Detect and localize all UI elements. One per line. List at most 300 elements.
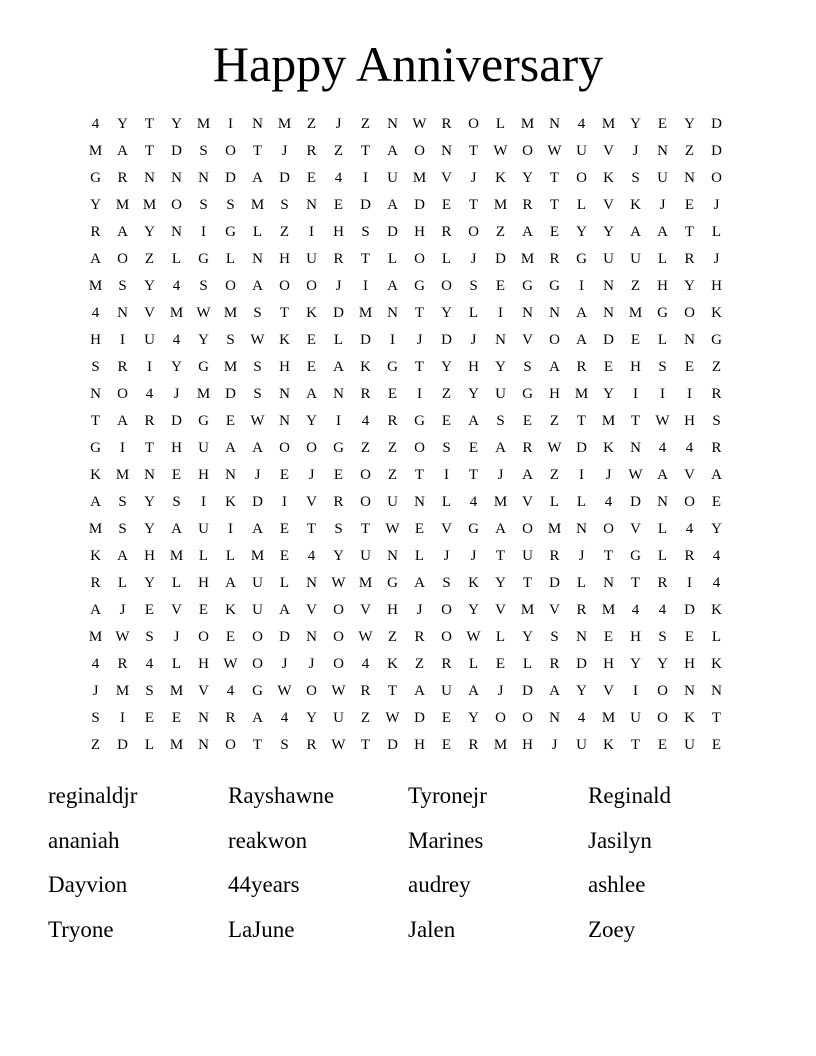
grid-letter: G bbox=[90, 440, 101, 456]
grid-letter: G bbox=[387, 359, 398, 375]
grid-letter: U bbox=[333, 710, 344, 726]
grid-letter: Y bbox=[711, 521, 722, 537]
grid-letter: R bbox=[684, 251, 695, 267]
grid-letter: U bbox=[387, 494, 398, 510]
grid-letter: I bbox=[120, 710, 125, 726]
grid-letter: J bbox=[578, 548, 585, 564]
grid-letter: J bbox=[659, 197, 666, 213]
grid-letter: V bbox=[441, 170, 452, 186]
grid-letter: I bbox=[687, 386, 692, 402]
grid-letter: N bbox=[306, 197, 317, 213]
grid-letter: 4 bbox=[307, 548, 316, 564]
grid-letter: N bbox=[549, 710, 560, 726]
grid-letter: R bbox=[549, 251, 560, 267]
grid-letter: E bbox=[603, 359, 614, 375]
grid-letter: E bbox=[171, 467, 182, 483]
grid-letter: M bbox=[115, 683, 130, 699]
grid-letter: N bbox=[279, 386, 290, 402]
grid-letter: N bbox=[171, 224, 182, 240]
grid-letter: K bbox=[684, 710, 695, 726]
grid-letter: E bbox=[684, 629, 695, 645]
grid-letter: T bbox=[279, 305, 290, 321]
grid-letter: W bbox=[358, 629, 373, 645]
grid-letter: V bbox=[684, 467, 695, 483]
grid-letter: H bbox=[144, 548, 155, 564]
grid-letter: L bbox=[171, 575, 182, 591]
grid-letter: T bbox=[144, 116, 155, 132]
word-list-item: LaJune bbox=[228, 916, 295, 942]
grid-letter: N bbox=[441, 143, 452, 159]
grid-letter: Y bbox=[630, 116, 641, 132]
grid-letter: 4 bbox=[577, 710, 586, 726]
grid-letter: K bbox=[603, 170, 614, 186]
grid-letter: N bbox=[306, 575, 317, 591]
grid-letter: H bbox=[468, 359, 479, 375]
grid-letter: I bbox=[417, 386, 422, 402]
grid-letter: R bbox=[225, 710, 236, 726]
word-list-item: Rayshawne bbox=[228, 783, 335, 808]
grid-letter: N bbox=[495, 332, 506, 348]
grid-letter: Y bbox=[522, 170, 533, 186]
grid-letter: T bbox=[360, 521, 371, 537]
grid-letter: 4 bbox=[145, 656, 154, 672]
grid-letter: 4 bbox=[577, 116, 586, 132]
grid-letter: T bbox=[576, 413, 587, 429]
grid-letter: O bbox=[549, 332, 560, 348]
grid-letter: J bbox=[443, 548, 450, 564]
grid-letter: L bbox=[657, 332, 668, 348]
grid-letter: M bbox=[196, 116, 211, 132]
grid-letter: A bbox=[333, 359, 344, 375]
grid-letter: W bbox=[250, 332, 265, 348]
grid-letter: A bbox=[279, 602, 290, 618]
grid-letter: N bbox=[306, 629, 317, 645]
grid-letter: A bbox=[90, 494, 101, 510]
grid-letter: Y bbox=[144, 278, 155, 294]
grid-letter: E bbox=[495, 278, 506, 294]
grid-letter: O bbox=[333, 656, 344, 672]
grid-letter: M bbox=[358, 305, 373, 321]
grid-letter: E bbox=[306, 332, 317, 348]
page-title: Happy Anniversary bbox=[212, 36, 604, 92]
grid-letter: L bbox=[657, 251, 668, 267]
grid-letter: D bbox=[495, 251, 506, 267]
grid-letter: O bbox=[414, 440, 425, 456]
grid-letter: Z bbox=[387, 440, 398, 456]
grid-letter: J bbox=[605, 467, 612, 483]
grid-letter: L bbox=[711, 629, 722, 645]
grid-letter: E bbox=[306, 170, 317, 186]
grid-letter: E bbox=[468, 440, 479, 456]
grid-letter: E bbox=[225, 413, 236, 429]
grid-letter: L bbox=[522, 656, 533, 672]
grid-letter: I bbox=[498, 305, 503, 321]
grid-letter: S bbox=[361, 224, 370, 240]
grid-letter: S bbox=[658, 629, 667, 645]
grid-letter: A bbox=[468, 413, 479, 429]
grid-letter: S bbox=[118, 278, 127, 294]
grid-letter: D bbox=[225, 386, 236, 402]
grid-letter: M bbox=[88, 521, 103, 537]
grid-letter: Y bbox=[333, 548, 344, 564]
grid-letter: D bbox=[576, 656, 587, 672]
grid-letter: D bbox=[549, 575, 560, 591]
grid-letter: H bbox=[333, 224, 344, 240]
grid-letter: 4 bbox=[685, 440, 694, 456]
grid-letter: K bbox=[225, 602, 236, 618]
grid-letter: E bbox=[522, 413, 533, 429]
grid-letter: W bbox=[493, 143, 508, 159]
grid-letter: Y bbox=[495, 575, 506, 591]
grid-letter: Z bbox=[549, 467, 560, 483]
grid-letter: M bbox=[115, 467, 130, 483]
grid-letter: M bbox=[223, 359, 238, 375]
grid-letter: M bbox=[169, 305, 184, 321]
grid-letter: E bbox=[630, 332, 641, 348]
grid-letter: V bbox=[198, 683, 209, 699]
grid-letter: Z bbox=[387, 467, 398, 483]
grid-letter: K bbox=[495, 170, 506, 186]
grid-letter: D bbox=[225, 170, 236, 186]
grid-letter: U bbox=[360, 548, 371, 564]
grid-letter: N bbox=[387, 548, 398, 564]
grid-letter: E bbox=[684, 197, 695, 213]
grid-letter: E bbox=[495, 656, 506, 672]
grid-letter: U bbox=[387, 170, 398, 186]
grid-letter: K bbox=[90, 548, 101, 564]
grid-letter: H bbox=[630, 629, 641, 645]
grid-letter: L bbox=[549, 494, 560, 510]
grid-letter: G bbox=[630, 548, 641, 564]
grid-letter: L bbox=[657, 548, 668, 564]
grid-letter: S bbox=[712, 413, 721, 429]
grid-letter: W bbox=[547, 143, 562, 159]
grid-letter: E bbox=[306, 359, 317, 375]
grid-letter: T bbox=[360, 737, 371, 753]
grid-letter: Y bbox=[468, 386, 479, 402]
grid-letter: Z bbox=[279, 224, 290, 240]
grid-letter: O bbox=[252, 656, 263, 672]
grid-letter: S bbox=[145, 683, 154, 699]
grid-letter: O bbox=[225, 143, 236, 159]
grid-letter: W bbox=[331, 683, 346, 699]
grid-letter: A bbox=[252, 521, 263, 537]
grid-letter: T bbox=[144, 440, 155, 456]
grid-letter: S bbox=[199, 143, 208, 159]
grid-letter: D bbox=[279, 629, 290, 645]
grid-letter: Z bbox=[360, 710, 371, 726]
grid-letter: V bbox=[522, 494, 533, 510]
grid-letter: M bbox=[547, 521, 562, 537]
grid-letter: O bbox=[684, 305, 695, 321]
word-list-item: Tyronejr bbox=[408, 783, 487, 808]
grid-letter: J bbox=[308, 467, 315, 483]
grid-letter: Z bbox=[441, 386, 452, 402]
grid-letter: K bbox=[279, 332, 290, 348]
grid-letter: M bbox=[169, 683, 184, 699]
grid-letter: L bbox=[711, 224, 722, 240]
grid-letter: M bbox=[520, 116, 535, 132]
grid-letter: I bbox=[147, 359, 152, 375]
grid-letter: K bbox=[90, 467, 101, 483]
word-list-item: Dayvion bbox=[48, 872, 128, 897]
grid-letter: U bbox=[198, 440, 209, 456]
grid-letter: G bbox=[387, 575, 398, 591]
grid-letter: S bbox=[334, 521, 343, 537]
grid-letter: J bbox=[497, 683, 504, 699]
grid-letter: U bbox=[630, 710, 641, 726]
grid-letter: A bbox=[171, 521, 182, 537]
grid-letter: U bbox=[684, 737, 695, 753]
grid-letter: J bbox=[416, 602, 423, 618]
grid-letter: A bbox=[495, 521, 506, 537]
grid-letter: I bbox=[579, 278, 584, 294]
word-list-item: ashlee bbox=[588, 872, 646, 897]
grid-letter: H bbox=[198, 656, 209, 672]
word-list-item: reakwon bbox=[228, 827, 308, 853]
grid-letter: K bbox=[387, 656, 398, 672]
grid-letter: O bbox=[522, 521, 533, 537]
grid-letter: S bbox=[496, 413, 505, 429]
grid-letter: G bbox=[468, 521, 479, 537]
word-list-item: Jalen bbox=[408, 916, 456, 942]
grid-letter: N bbox=[684, 332, 695, 348]
grid-letter: R bbox=[306, 143, 317, 159]
grid-letter: L bbox=[441, 494, 452, 510]
grid-letter: E bbox=[279, 521, 290, 537]
grid-letter: L bbox=[225, 548, 236, 564]
grid-letter: U bbox=[441, 683, 452, 699]
word-list-item: Reginald bbox=[588, 783, 672, 808]
grid-letter: N bbox=[144, 467, 155, 483]
grid-letter: M bbox=[574, 386, 589, 402]
grid-letter: V bbox=[144, 305, 155, 321]
grid-letter: J bbox=[281, 143, 288, 159]
grid-letter: A bbox=[387, 143, 398, 159]
grid-letter: I bbox=[201, 224, 206, 240]
grid-letter: A bbox=[711, 467, 722, 483]
grid-letter: V bbox=[306, 602, 317, 618]
grid-letter: A bbox=[549, 359, 560, 375]
grid-letter: N bbox=[711, 683, 722, 699]
grid-letter: A bbox=[576, 305, 587, 321]
grid-letter: N bbox=[630, 440, 641, 456]
grid-letter: E bbox=[225, 629, 236, 645]
grid-letter: 4 bbox=[172, 278, 181, 294]
grid-letter: S bbox=[172, 494, 181, 510]
grid-letter: N bbox=[387, 305, 398, 321]
grid-letter: L bbox=[495, 116, 506, 132]
grid-letter: L bbox=[225, 251, 236, 267]
grid-letter: G bbox=[657, 305, 668, 321]
grid-letter: L bbox=[576, 494, 587, 510]
grid-letter: M bbox=[169, 737, 184, 753]
grid-letter: T bbox=[414, 359, 425, 375]
grid-letter: R bbox=[144, 413, 155, 429]
grid-letter: D bbox=[333, 305, 344, 321]
grid-letter: H bbox=[198, 575, 209, 591]
grid-letter: R bbox=[441, 116, 452, 132]
grid-letter: M bbox=[88, 629, 103, 645]
grid-letter: L bbox=[252, 224, 263, 240]
grid-letter: I bbox=[228, 116, 233, 132]
grid-letter: H bbox=[630, 359, 641, 375]
grid-letter: N bbox=[333, 386, 344, 402]
grid-letter: D bbox=[684, 602, 695, 618]
grid-letter: L bbox=[657, 521, 668, 537]
grid-letter: D bbox=[576, 440, 587, 456]
grid-letter: Z bbox=[306, 116, 317, 132]
grid-letter: O bbox=[468, 116, 479, 132]
grid-letter: K bbox=[711, 602, 722, 618]
grid-letter: Y bbox=[306, 710, 317, 726]
grid-letter: R bbox=[333, 251, 344, 267]
grid-letter: O bbox=[441, 629, 452, 645]
grid-letter: M bbox=[601, 602, 616, 618]
grid-letter: R bbox=[117, 359, 128, 375]
grid-letter: J bbox=[335, 116, 342, 132]
grid-letter: L bbox=[468, 656, 479, 672]
grid-letter: R bbox=[117, 656, 128, 672]
grid-letter: O bbox=[360, 467, 371, 483]
grid-letter: H bbox=[657, 278, 668, 294]
grid-letter: H bbox=[684, 656, 695, 672]
word-search-grid bbox=[82, 111, 730, 759]
grid-letter: S bbox=[199, 197, 208, 213]
grid-letter: K bbox=[468, 575, 479, 591]
grid-letter: K bbox=[225, 494, 236, 510]
grid-letter: U bbox=[630, 251, 641, 267]
grid-letter: K bbox=[603, 737, 614, 753]
word-list-item: Tryone bbox=[48, 916, 114, 942]
grid-letter: A bbox=[414, 575, 425, 591]
grid-letter: A bbox=[387, 278, 398, 294]
grid-letter: A bbox=[252, 710, 263, 726]
grid-letter: M bbox=[520, 251, 535, 267]
grid-letter: T bbox=[414, 467, 425, 483]
grid-letter: V bbox=[495, 602, 506, 618]
grid-letter: T bbox=[549, 197, 560, 213]
grid-letter: Y bbox=[441, 359, 452, 375]
grid-letter: O bbox=[333, 629, 344, 645]
grid-letter: E bbox=[279, 548, 290, 564]
grid-letter: I bbox=[120, 440, 125, 456]
grid-letter: R bbox=[657, 575, 668, 591]
grid-letter: N bbox=[144, 170, 155, 186]
grid-letter: N bbox=[252, 251, 263, 267]
grid-letter: D bbox=[711, 143, 722, 159]
grid-letter: A bbox=[657, 467, 668, 483]
grid-letter: O bbox=[657, 710, 668, 726]
grid-letter: R bbox=[90, 575, 101, 591]
grid-letter: E bbox=[441, 737, 452, 753]
grid-letter: R bbox=[333, 494, 344, 510]
grid-letter: O bbox=[198, 629, 209, 645]
grid-letter: J bbox=[173, 386, 180, 402]
grid-letter: O bbox=[306, 278, 317, 294]
grid-letter: A bbox=[387, 197, 398, 213]
grid-letter: R bbox=[441, 224, 452, 240]
grid-letter: D bbox=[252, 494, 263, 510]
grid-letter: S bbox=[91, 359, 100, 375]
grid-letter: E bbox=[711, 737, 722, 753]
grid-letter: G bbox=[198, 413, 209, 429]
grid-letter: W bbox=[331, 737, 346, 753]
grid-letter: 4 bbox=[361, 656, 370, 672]
grid-letter: O bbox=[333, 602, 344, 618]
grid-letter: Y bbox=[603, 224, 614, 240]
grid-letter: Y bbox=[684, 116, 695, 132]
grid-letter: S bbox=[253, 386, 262, 402]
grid-letter: D bbox=[711, 116, 722, 132]
grid-letter: I bbox=[228, 521, 233, 537]
grid-letter: Y bbox=[441, 305, 452, 321]
grid-letter: T bbox=[468, 467, 479, 483]
grid-letter: 4 bbox=[712, 575, 721, 591]
grid-letter: Y bbox=[657, 656, 668, 672]
grid-letter: R bbox=[576, 602, 587, 618]
grid-letter: E bbox=[603, 629, 614, 645]
grid-letter: U bbox=[522, 548, 533, 564]
grid-letter: I bbox=[660, 386, 665, 402]
grid-letter: K bbox=[711, 656, 722, 672]
grid-letter: K bbox=[306, 305, 317, 321]
grid-letter: O bbox=[414, 143, 425, 159]
grid-letter: A bbox=[225, 440, 236, 456]
grid-letter: M bbox=[628, 305, 643, 321]
grid-letter: R bbox=[522, 440, 533, 456]
grid-letter: Y bbox=[603, 386, 614, 402]
grid-letter: Y bbox=[117, 116, 128, 132]
grid-letter: 4 bbox=[604, 494, 613, 510]
grid-letter: 4 bbox=[361, 413, 370, 429]
grid-letter: E bbox=[711, 494, 722, 510]
grid-letter: T bbox=[684, 224, 695, 240]
grid-letter: G bbox=[522, 278, 533, 294]
grid-letter: 4 bbox=[91, 656, 100, 672]
grid-letter: G bbox=[198, 251, 209, 267]
grid-letter: A bbox=[117, 143, 128, 159]
grid-letter: U bbox=[576, 737, 587, 753]
grid-letter: 4 bbox=[226, 683, 235, 699]
grid-letter: T bbox=[414, 305, 425, 321]
grid-letter: Z bbox=[360, 116, 371, 132]
grid-letter: N bbox=[657, 143, 668, 159]
grid-letter: Z bbox=[333, 143, 344, 159]
grid-letter: Z bbox=[711, 359, 722, 375]
grid-letter: G bbox=[549, 278, 560, 294]
grid-letter: J bbox=[308, 656, 315, 672]
grid-letter: N bbox=[252, 116, 263, 132]
grid-letter: O bbox=[657, 683, 668, 699]
word-list-item: 44years bbox=[228, 872, 300, 897]
grid-letter: J bbox=[470, 251, 477, 267]
grid-letter: T bbox=[387, 683, 398, 699]
grid-letter: Y bbox=[468, 710, 479, 726]
grid-letter: D bbox=[441, 332, 452, 348]
grid-letter: I bbox=[633, 386, 638, 402]
grid-letter: G bbox=[522, 386, 533, 402]
grid-letter: G bbox=[225, 224, 236, 240]
grid-letter: O bbox=[279, 440, 290, 456]
grid-letter: O bbox=[495, 710, 506, 726]
grid-letter: I bbox=[309, 224, 314, 240]
grid-letter: U bbox=[603, 251, 614, 267]
grid-letter: Y bbox=[576, 224, 587, 240]
grid-letter: I bbox=[282, 494, 287, 510]
grid-letter: A bbox=[522, 467, 533, 483]
grid-letter: D bbox=[360, 332, 371, 348]
